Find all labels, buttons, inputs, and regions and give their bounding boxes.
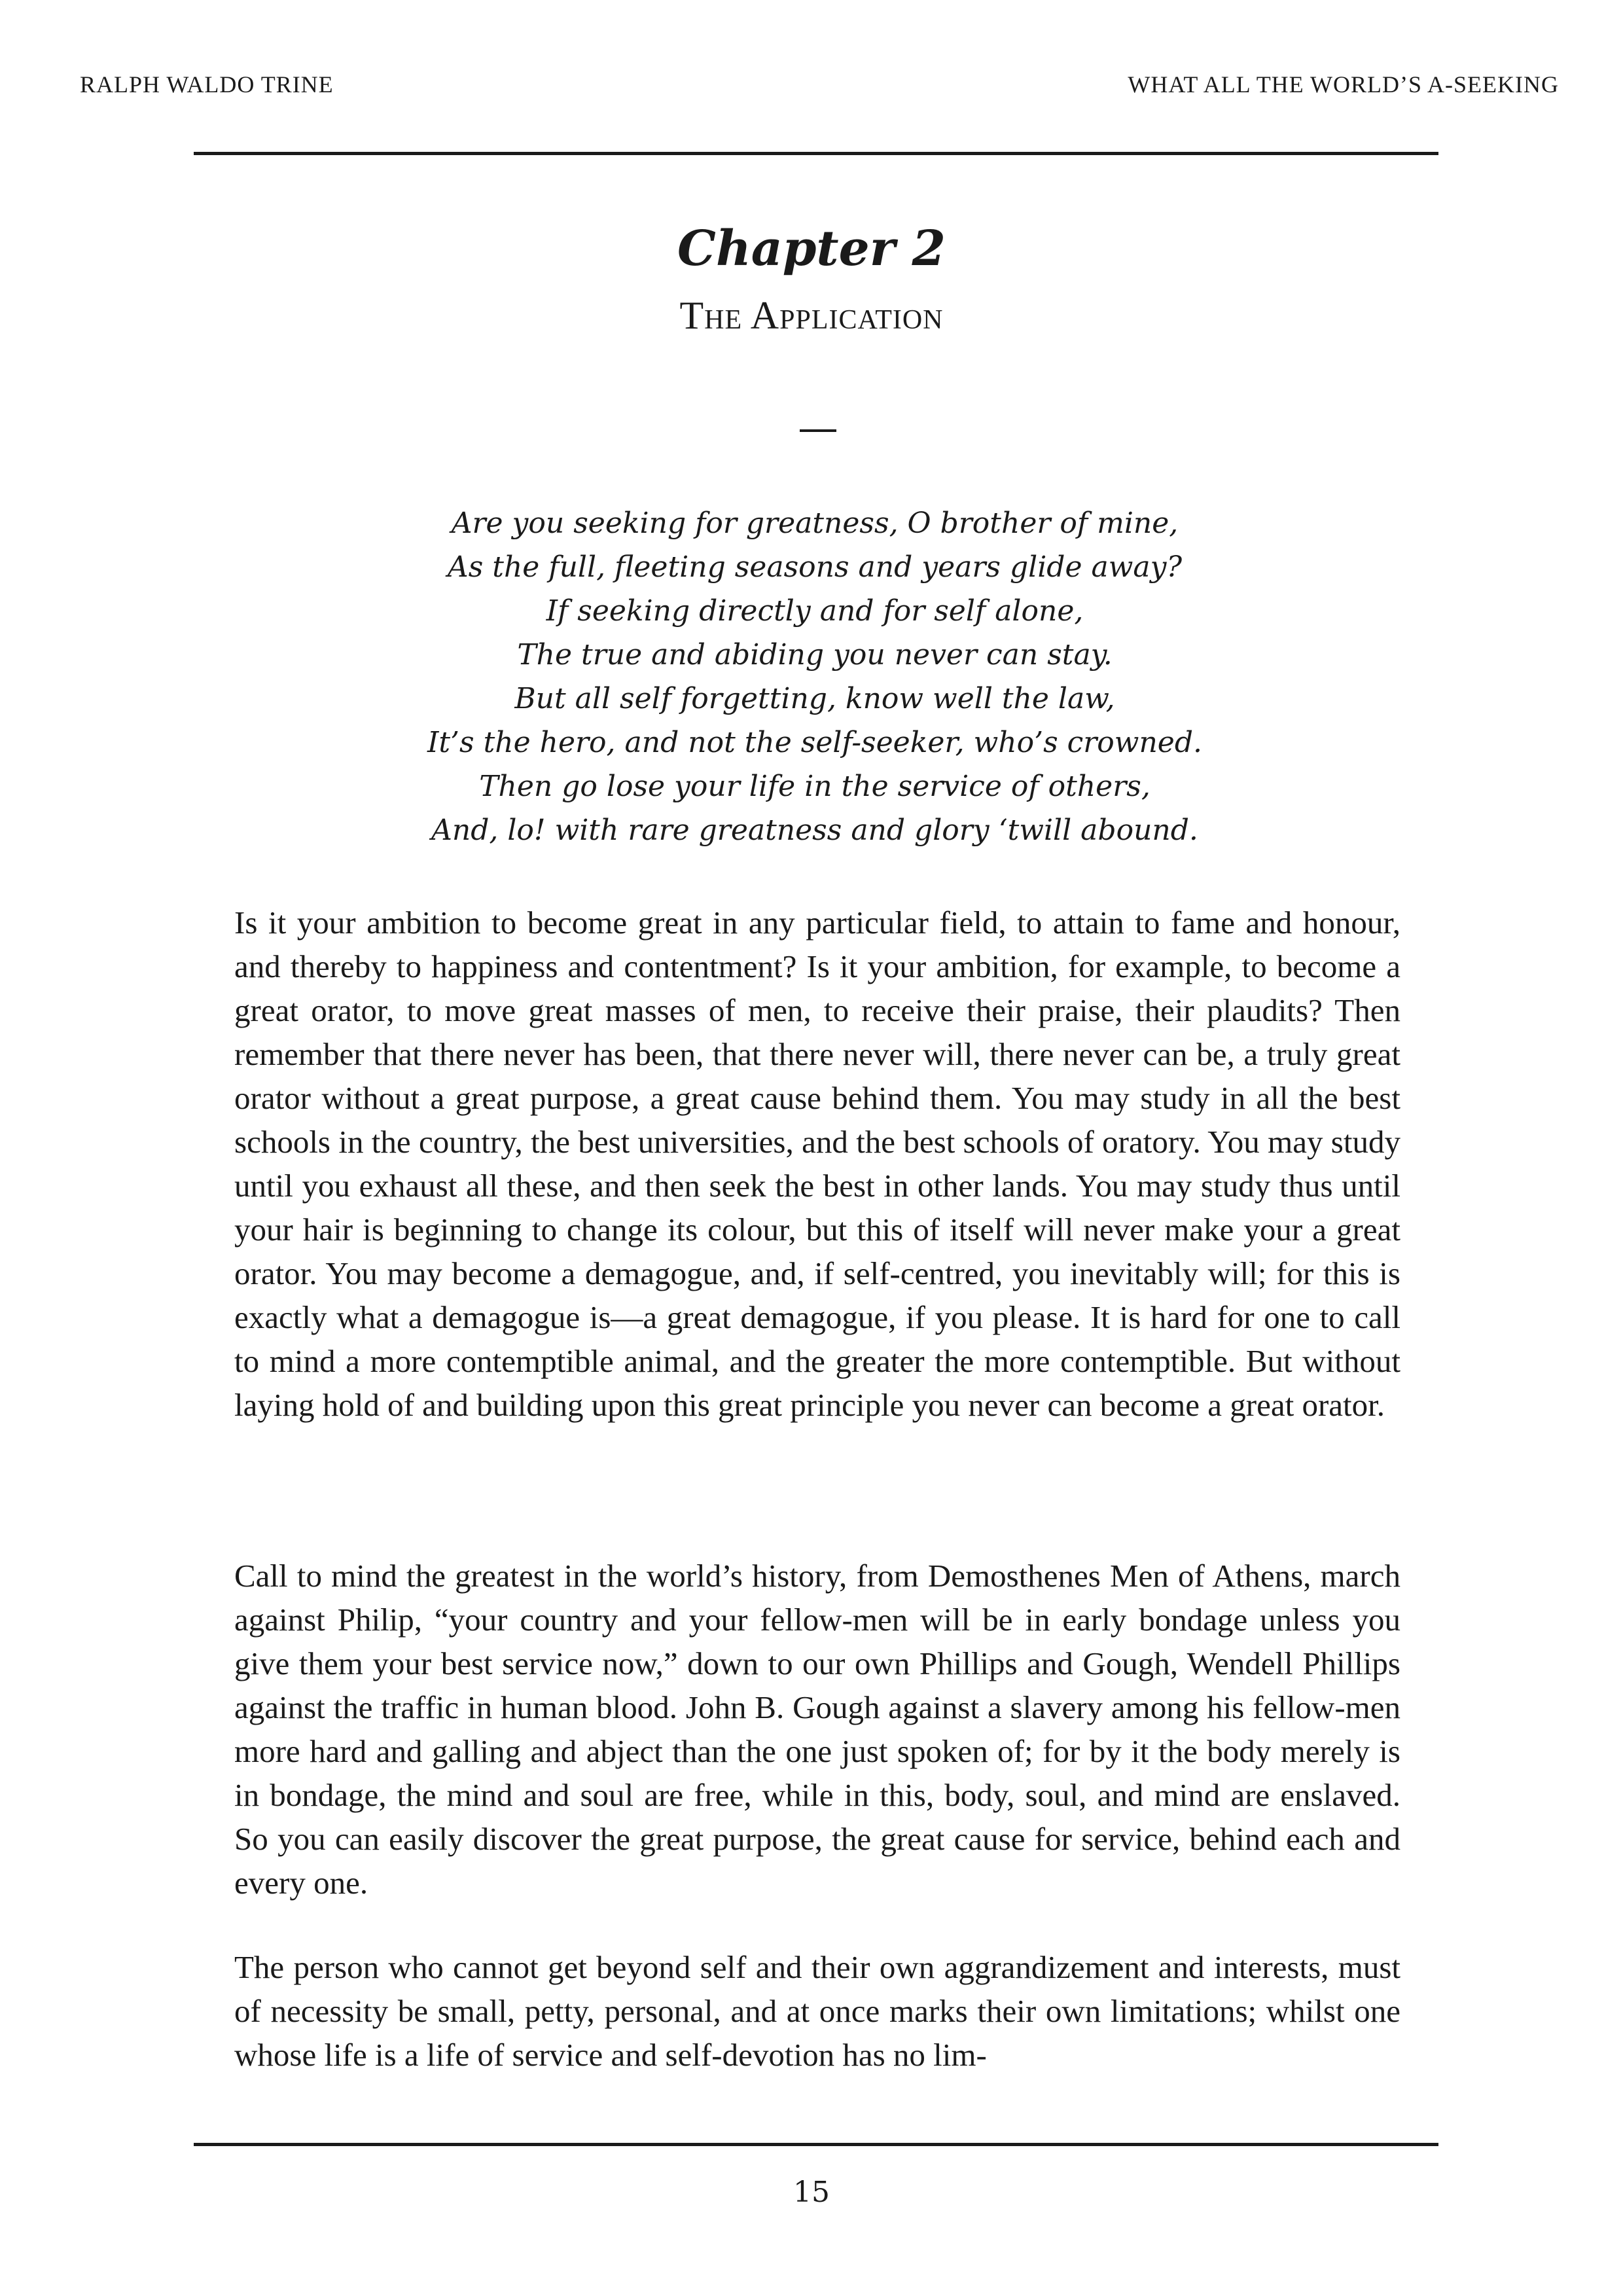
poem-line: And, lo! with rare greatness and glory ‘twill abound. — [431, 814, 1198, 847]
header-rule — [194, 152, 1438, 155]
body-paragraph: Call to mind the greatest in the world’s history, from Demosthenes Men of Athens, march against Philip, “your country and your fellow-men will be in early bondage unless you give them your best service now,” down to our own Phillips and Gough, Wendell Phillips against the traffic in human blood. John B. Gough against a slavery among his fellow-men more hard and galling and abject than the one just spoken of; for by it the body merely is in bondage, the mind and soul are free, while in this, body, soul, and mind are enslaved. So you can easily discover the great purpose, the great cause for service, behind each and every one. — [234, 1558, 1400, 1901]
section-ornament-dash — [800, 429, 836, 432]
epigraph-poem — [236, 501, 1394, 852]
body-paragraph: Is it your ambition to become great in any particular field, to attain to fame and honour, and thereby to happiness and contentment? Is it your ambition, for example, to become a great orator, to move great masses of men, to receive their praise, their plaudits? Then remember that there never has been, that there never will, there never can be, a truly great orator without a great purpose, a great cause behind them. You may study in all the best schools in the country, the best universities, and the best schools of oratory. You may study until you exhaust all these, and then seek the best in other lands. You may study thus until your hair is beginning to change its colour, but this of itself will never make your a great orator. You may become a demagogue, and, if self-centred, you inevitably will; for this is exactly what a demagogue is—a great demagogue, if you please. It is hard for one to call to mind a more contemptible animal, and the greater the more contemptible. But without laying hold of and building upon this great principle you never can become a great orator. — [234, 905, 1400, 1423]
poem-line: Then go lose your life in the service of others, — [479, 770, 1150, 803]
body-paragraph: The person who cannot get beyond self and their own aggrandizement and interests, must of necessity be small, petty, personal, and at once marks their own limitations; whilst one whose life is a life of service and self-devotion has no lim- — [234, 1949, 1400, 2073]
poem-line: But all self forgetting, know well the law, — [514, 682, 1115, 715]
poem-line: Are you seeking for greatness, O brother of mine, — [451, 507, 1179, 540]
poem-line: As the full, fleeting seasons and years glide away? — [447, 550, 1183, 584]
poem-line: If seeking directly and for self alone, — [546, 594, 1084, 628]
running-head-author: RALPH WALDO TRINE — [80, 71, 334, 98]
running-head-book-title: WHAT ALL THE WORLD’S A-SEEKING — [1128, 71, 1559, 98]
page-number: 15 — [793, 2176, 830, 2209]
chapter-label: Chapter 2 — [677, 221, 946, 277]
chapter-title: The Application — [679, 294, 944, 337]
poem-line: It’s the hero, and not the self-seeker, who’s crowned. — [427, 726, 1202, 759]
poem-line: The true and abiding you never can stay. — [517, 638, 1113, 672]
footer-rule — [194, 2143, 1438, 2146]
